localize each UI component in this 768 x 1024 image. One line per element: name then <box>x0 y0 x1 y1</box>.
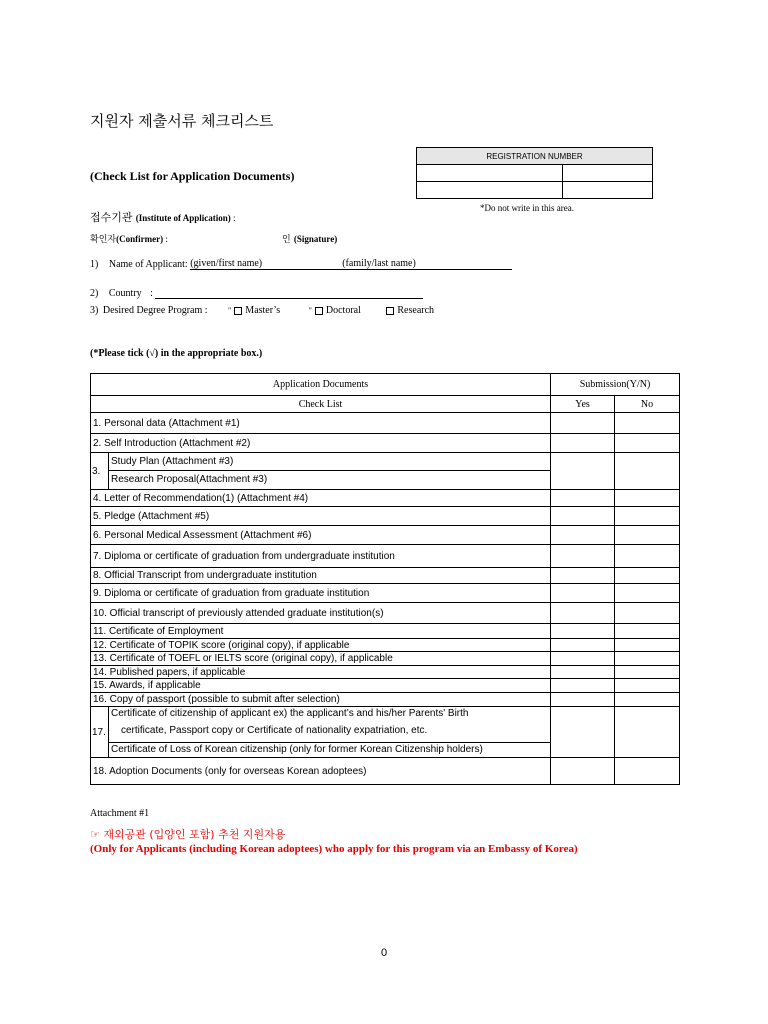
no-box[interactable] <box>615 639 680 652</box>
checklist-item: 8. Official Transcript from undergraduate institution <box>91 568 551 584</box>
no-box[interactable] <box>615 526 680 545</box>
yes-box[interactable] <box>551 568 615 584</box>
no-box[interactable] <box>615 693 680 707</box>
checklist-item: 4. Letter of Recommendation(1) (Attachment #4) <box>91 490 551 507</box>
header-yes: Yes <box>551 396 615 413</box>
checklist-item: 14. Published papers, if applicable <box>91 666 551 679</box>
confirmer-label-kr: 확인자 <box>90 235 117 245</box>
yes-box[interactable] <box>551 490 615 507</box>
masters-checkbox[interactable] <box>234 307 242 315</box>
yes-box[interactable] <box>551 639 615 652</box>
institute-label-kr: 접수기관 <box>90 211 133 224</box>
doctoral-checkbox[interactable] <box>315 307 323 315</box>
research-checkbox[interactable] <box>386 307 394 315</box>
no-box[interactable] <box>615 545 680 568</box>
checklist-item: 11. Certificate of Employment <box>91 624 551 639</box>
family-name-caption: (family/last name) <box>342 258 416 269</box>
doctoral-option: Doctoral <box>325 305 361 316</box>
checklist-item: 9. Diploma or certificate of graduation from graduate institution <box>91 584 551 603</box>
yes-box[interactable] <box>551 693 615 707</box>
checklist-item: 16. Copy of passport (possible to submit after selection) <box>91 693 551 707</box>
checklist-item: 10. Official transcript of previously attended graduate institution(s) <box>91 603 551 624</box>
no-box[interactable] <box>615 434 680 453</box>
yes-box[interactable] <box>551 679 615 693</box>
country-line <box>90 287 423 299</box>
checklist-item-number: 17. <box>92 726 106 738</box>
institute-label-en: (Institute of Application) <box>135 213 231 223</box>
checklist-item: 13. Certificate of TOEFL or IELTS score (original copy), if applicable <box>91 652 551 666</box>
no-box[interactable] <box>615 584 680 603</box>
yes-box[interactable] <box>551 603 615 624</box>
yes-box[interactable] <box>551 453 615 490</box>
checklist-item: 12. Certificate of TOPIK score (original copy), if applicable <box>91 639 551 652</box>
yes-box[interactable] <box>551 507 615 526</box>
page-title-english: (Check List for Application Documents) <box>90 169 295 183</box>
attachment-korean-note: ☞ 재외공관 (입양인 포함) 추천 지원자용 <box>90 828 286 841</box>
registration-number-box <box>416 147 653 199</box>
documents-checklist-table <box>90 373 680 785</box>
institute-colon: : <box>230 213 236 223</box>
yes-box[interactable] <box>551 707 615 758</box>
given-name-caption: (given/first name) <box>190 258 263 269</box>
family-name-field[interactable] <box>342 258 512 270</box>
signature-label-en-text: (Signature) <box>293 234 338 244</box>
header-no: No <box>615 396 680 413</box>
country-number: 2) <box>90 288 99 299</box>
yes-box[interactable] <box>551 413 615 434</box>
header-application-documents: Application Documents <box>91 374 551 396</box>
signature-label-kr: 인 <box>282 235 291 245</box>
no-box[interactable] <box>615 666 680 679</box>
registration-cell <box>563 182 653 199</box>
no-box[interactable] <box>615 603 680 624</box>
no-box[interactable] <box>615 758 680 785</box>
attachment-english-note: (Only for Applicants (including Korean adoptees) who apply for this program via an Embassy of Korea) <box>90 843 578 855</box>
program-mark: " <box>228 306 232 315</box>
yes-box[interactable] <box>551 434 615 453</box>
checklist-item: Certificate of Loss of Korean citizenship (only for former Korean Citizenship holders) <box>111 744 483 755</box>
country-field[interactable] <box>155 287 423 299</box>
no-box[interactable] <box>615 679 680 693</box>
no-box[interactable] <box>615 707 680 758</box>
applicant-name-line <box>90 258 512 270</box>
institute-line <box>90 209 235 225</box>
no-box[interactable] <box>615 413 680 434</box>
program-label: Desired Degree Program : <box>102 305 208 316</box>
country-colon: : <box>150 288 153 299</box>
yes-box[interactable] <box>551 526 615 545</box>
checklist-item: 7. Diploma or certificate of graduation from undergraduate institution <box>91 545 551 568</box>
header-check-list: Check List <box>91 396 551 413</box>
checklist-item: Research Proposal(Attachment #3) <box>111 474 268 485</box>
registration-cell <box>417 182 563 199</box>
checklist-item: Study Plan (Attachment #3) <box>109 453 550 471</box>
masters-option: Master’s <box>245 305 281 316</box>
no-box[interactable] <box>615 624 680 639</box>
checklist-item: 6. Personal Medical Assessment (Attachment #6) <box>91 526 551 545</box>
header-submission: Submission(Y/N) <box>551 374 680 396</box>
program-mark: " <box>308 306 312 315</box>
page-title-korean: 지원자 제출서류 체크리스트 <box>90 112 274 130</box>
confirmer-colon: : <box>163 234 168 244</box>
page-number: 0 <box>380 947 388 959</box>
applicant-name-label: Name of Applicant: <box>108 259 188 270</box>
yes-box[interactable] <box>551 652 615 666</box>
registration-cell <box>563 165 653 182</box>
confirmer-label-en: (Confirmer) <box>116 234 164 244</box>
no-box[interactable] <box>615 507 680 526</box>
applicant-name-number: 1) <box>90 259 99 270</box>
program-number: 3) <box>90 305 99 316</box>
attachment-label: Attachment #1 <box>90 808 150 819</box>
checklist-item: 15. Awards, if applicable <box>91 679 551 693</box>
checklist-item: Certificate of citizenship of applicant ex) the applicant’s and his/her Parents' Birth <box>111 708 469 719</box>
degree-program-line <box>90 305 434 316</box>
yes-box[interactable] <box>551 666 615 679</box>
given-name-field[interactable] <box>190 258 342 270</box>
no-box[interactable] <box>615 453 680 490</box>
yes-box[interactable] <box>551 624 615 639</box>
checklist-item-number: 3. <box>92 465 101 477</box>
confirmer-line <box>90 232 168 245</box>
checklist-item: 2. Self Introduction (Attachment #2) <box>91 434 551 453</box>
registration-cell <box>417 165 563 182</box>
yes-box[interactable] <box>551 584 615 603</box>
research-option: Research <box>397 305 435 316</box>
checklist-item: 18. Adoption Documents (only for overseas Korean adoptees) <box>91 758 551 785</box>
country-label: Country <box>108 288 142 299</box>
signature-line <box>282 232 337 245</box>
yes-box[interactable] <box>551 545 615 568</box>
no-box[interactable] <box>615 490 680 507</box>
registration-note: *Do not write in this area. <box>480 203 574 213</box>
checklist-item: 5. Pledge (Attachment #5) <box>91 507 551 526</box>
no-box[interactable] <box>615 568 680 584</box>
checklist-item: 1. Personal data (Attachment #1) <box>91 413 551 434</box>
yes-box[interactable] <box>551 758 615 785</box>
registration-number-header: REGISTRATION NUMBER <box>417 148 653 165</box>
no-box[interactable] <box>615 652 680 666</box>
tick-instruction: (*Please tick (√) in the appropriate box.) <box>90 348 263 359</box>
checklist-item-continued: certificate, Passport copy or Certificate of nationality expatriation, etc. <box>121 725 428 736</box>
